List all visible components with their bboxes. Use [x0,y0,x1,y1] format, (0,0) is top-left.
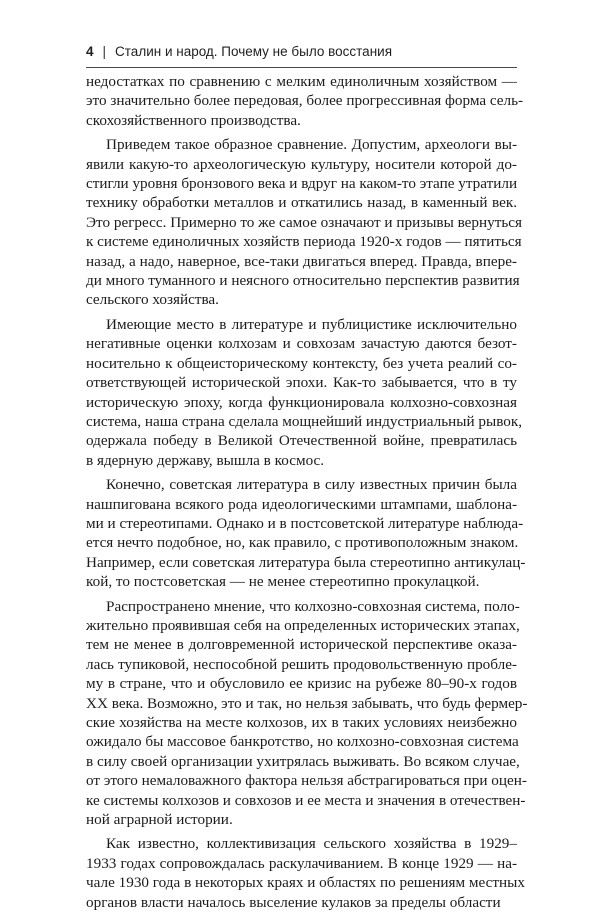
paragraph [86,315,523,470]
paragraph [86,597,528,830]
text-line: лась тупиковой, неспособной решить продовольственную пробле- [86,655,517,673]
text-line: ди много туманного и неясного относительно перспектив развития [86,272,520,290]
text-line: XX века. Возможно, это и так, но нельзя забывать, что будь фермер- [86,694,528,712]
text-line: в ядерную державу, вышла в космос. [86,451,325,469]
text-line: от этого немаловажного фактора нельзя абстрагироваться при оцен- [86,772,527,790]
text-line: технику обработки металлов и откатились назад, в каменный век. [86,194,517,212]
text-line: чале 1930 года в некоторых краях и областях по решениям местных [86,874,525,892]
text-line: ной аграрной истории. [86,811,233,829]
paragraph [86,135,523,310]
text-line: Конечно, советская литература в силу известных причин была [106,476,517,494]
text-line: Это регресс. Примерно то же самое означают и призывы вернуться [86,213,523,231]
text-line: ется нечто подобное, но, как правило, с противоположным знаком. [86,534,519,552]
text-line: ке системы колхозов и совхозов и ее места и значения в отечествен- [86,791,526,809]
text-line: одержала победу в Великой Отечественной войне, превратилась [86,432,517,450]
paragraph [86,834,525,912]
text-line: Распространено мнение, что колхозно-совхозная система, поло- [106,597,520,615]
text-line: стигли уровня бронзового века и вдруг на каком-то этапе утратили [86,175,518,193]
header-separator: | [102,44,107,59]
body-text [86,72,528,917]
text-line: явили какую-то археологическую культуру, носители которой до- [86,155,517,173]
text-line: ские хозяйства на месте колхозов, их в таких условиях неизбежно [86,714,517,731]
text-line: историческую эпоху, когда функционировала колхозно-совхозная [86,393,517,411]
text-line: назад, а надо, наверное, все-таки двигаться вперед. Правда, впере- [86,252,517,270]
text-line: му в стране, что и обусловило ее кризис на рубеже 80–90-х годов [86,675,517,693]
text-line: в силу своей организации ухитрялась выживать. Во всяком случае, [86,752,520,770]
running-title: Сталин и народ. Почему не было восстания [115,44,392,59]
text-line: жительно проявившая себя на определенных исторических этапах, [86,616,520,634]
text-line: Имеющие место в литературе и публицистике исключительно [106,315,517,333]
page-number: 4 [86,44,94,59]
text-line: тем не менее в долговременной исторической перспективе оказа- [86,636,517,654]
paragraph [86,72,524,130]
running-header [86,44,516,59]
text-line: Приведем такое образное сравнение. Допустим, археологи вы- [106,136,517,154]
text-line: ожидало бы массовое банкротство, но колхозно-совхозная система [86,733,519,751]
text-line: скохозяйственного производства. [86,111,301,129]
text-line: недостатках по сравнению с мелким единоличным хозяйством — [86,73,517,90]
paragraph [86,475,526,591]
text-line: Например, если советская литература была стереотипно антикулац- [86,553,526,571]
text-line: органов власти началось выселение кулаков за пределы области [86,893,501,911]
text-line: 1933 годах сопровождалась раскулачиванием. В конце 1929 — на- [86,854,517,872]
text-line: Как известно, коллективизация сельского хозяйства в 1929– [106,835,517,853]
text-line: это значительно более передовая, более прогрессивная форма сель- [86,92,524,110]
text-line: носительно к общеисторическому контексту, без учета реалий со- [86,354,517,372]
text-line: система, наша страна сделала мощнейший индустриальный рывок, [86,412,523,430]
text-line: к системе единоличных хозяйств периода 1920-х годов — пятиться [86,233,522,251]
text-line: сельского хозяйства. [86,291,219,309]
text-line: ми и стереотипами. Однако и в постсоветской литературе наблюда- [86,514,524,532]
header-rule [86,67,517,68]
text-line: нашпигована всякого рода идеологическими штампами, шаблона- [86,495,517,513]
text-line: кой, то постсоветская — не менее стереотипно прокулацкой. [86,573,480,591]
text-line: негативные оценки колхозам и совхозам зачастую даются безот- [86,335,517,353]
text-line: ответствующей исторической эпохи. Как-то забывается, что в ту [86,374,517,392]
